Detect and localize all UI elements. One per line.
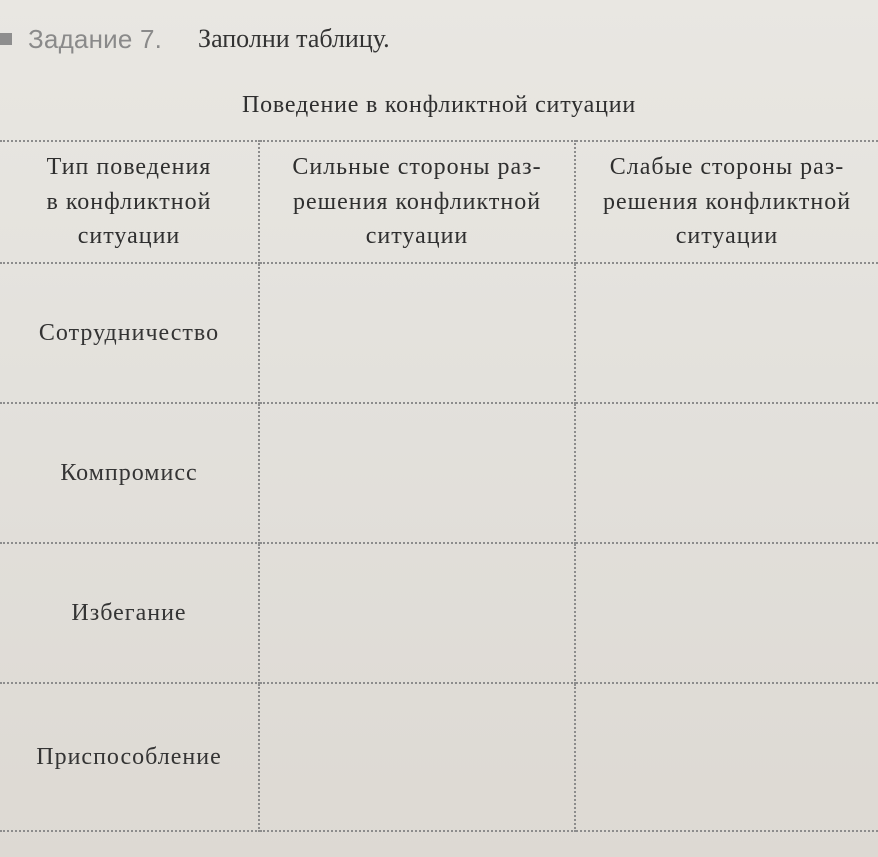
header-strengths: Сильные стороны раз- решения конфликтной ситуации: [260, 140, 576, 264]
cell-avoidance-weaknesses[interactable]: [576, 544, 878, 684]
task-label: Задание 7.: [28, 23, 163, 54]
row-label-cooperation: Сотрудничество: [0, 264, 260, 404]
row-label-accommodation: Приспособление: [0, 684, 260, 832]
cell-accommodation-weaknesses[interactable]: [576, 684, 878, 832]
cell-compromise-weaknesses[interactable]: [576, 404, 878, 544]
cell-accommodation-strengths[interactable]: [260, 684, 576, 832]
conflict-behavior-table: [0, 140, 878, 832]
task-instruction: Заполни таблицу.: [198, 24, 390, 53]
cell-compromise-strengths[interactable]: [260, 404, 576, 544]
cell-cooperation-weaknesses[interactable]: [576, 264, 878, 404]
table-title: Поведение в конфликтной ситуации: [241, 92, 637, 118]
row-label-compromise: Компромисс: [0, 404, 260, 544]
header-weaknesses: Слабые стороны раз- решения конфликтной ситуации: [576, 140, 878, 264]
task-header: [0, 18, 390, 60]
cell-avoidance-strengths[interactable]: [260, 544, 576, 684]
header-behavior-type: Тип поведения в конфликтной ситуации: [0, 140, 260, 264]
cell-cooperation-strengths[interactable]: [260, 264, 576, 404]
task-bullet-icon: [0, 33, 12, 45]
row-label-avoidance: Избегание: [0, 544, 260, 684]
